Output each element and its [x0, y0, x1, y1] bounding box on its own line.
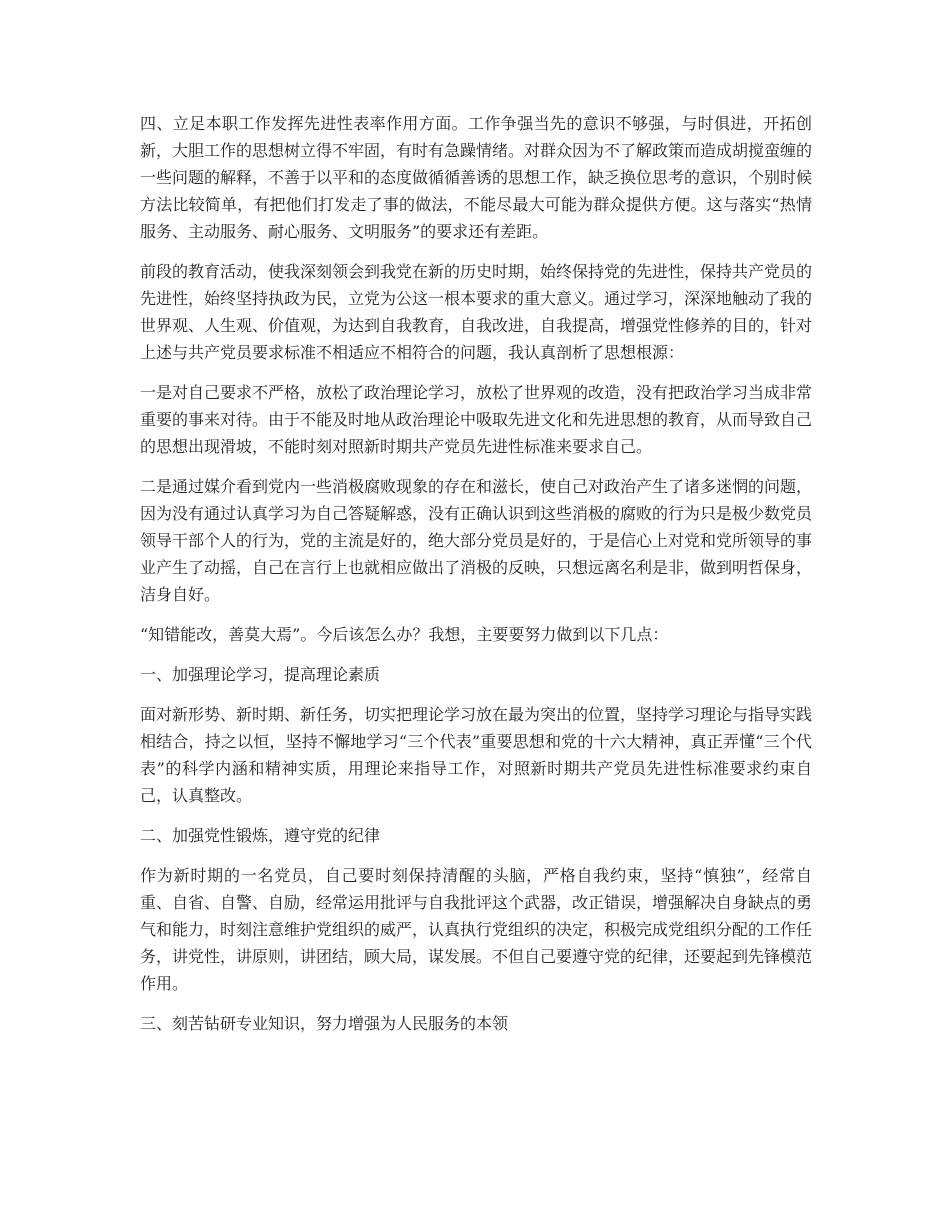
paragraph-section-four-self-assessment: 四、立足本职工作发挥先进性表率作用方面。工作争强当先的意识不够强，与时俱进，开拓创新，大胆工作的思想树立得不牢固，有时有急躁情绪。对群众因为不了解政策而造成胡搅蛮缠的一些问题的解释，不善于以平和的态度做循循善诱的思想工作，缺乏换位思考的意识，个别时候方法比较简单，有把他们打发走了事的做法，不能尽最大可能为群众提供方便。这与落实“热情服务、主动服务、耐心服务、文明服务”的要求还有差距。 [140, 114, 813, 241]
paragraph-theory-study: 面对新形势、新时期、新任务，切实把理论学习放在最为突出的位置，坚持学习理论与指导实践相结合，持之以恒，坚持不懈地学习“三个代表”重要思想和党的十六大精神，真正弄懂“三个代表”的科学内涵和精神实质，用理论来指导工作，对照新时期共产党员先进性标准要求约束自己，认真整改。 [140, 705, 813, 805]
heading-theory-study: 一、加强理论学习，提高理论素质 [140, 665, 381, 684]
paragraph-root-cause-one: 一是对自己要求不严格，放松了政治理论学习，放松了世界观的改造，没有把政治学习当成非常重要的事来对待。由于不能及时地从政治理论中吸取先进文化和先进思想的教育，从而导致自己的思想出现滑坡，不能时刻对照新时期共产党员先进性标准来要求自己。 [140, 383, 813, 456]
paragraph-root-cause-two: 二是通过媒介看到党内一些消极腐败现象的存在和滋长，使自己对政治产生了诸多迷惘的问题，因为没有通过认真学习为自己答疑解惑，没有正确认识到这些消极的腐败的行为只是极少数党员领导干部个人的行为，党的主流是好的，绝大部分党员是好的，于是信心上对党和党所领导的事业产生了动摇，自己在言行上也就相应做出了消极的反映，只想远离名利是非，做到明哲保身，洁身自好。 [140, 477, 813, 604]
paragraph-party-discipline: 作为新时期的一名党员，自己要时刻保持清醒的头脑，严格自我约束，坚持“慎独”，经常自重、自省、自警、自励，经常运用批评与自我批评这个武器，改正错误，增强解决自身缺点的勇气和能力，时刻注意维护党组织的威严，认真执行党组织的决定，积极完成党组织分配的工作任务，讲党性，讲原则，讲团结，顾大局，谋发展。不但自己要遵守党的纪律，还要起到先锋模范作用。 [140, 866, 813, 993]
paragraph-transition: “知错能改，善莫大焉”。今后该怎么办？我想，主要要努力做到以下几点： [140, 625, 669, 644]
heading-professional-knowledge: 三、刻苦钻研专业知识，努力增强为人民服务的本领 [140, 1014, 509, 1033]
document-body [140, 110, 812, 1050]
paragraph-education-activity: 前段的教育活动，使我深刻领会到我党在新的历史时期，始终保持党的先进性，保持共产党员的先进性，始终坚持执政为民，立党为公这一根本要求的重大意义。通过学习，深深地触动了我的世界观、人生观、价值观，为达到自我教育，自我改进，自我提高，增强党性修养的目的，针对上述与共产党员要求标准不相适应不相符合的问题，我认真剖析了思想根源： [140, 262, 813, 362]
heading-party-discipline: 二、加强党性锻炼，遵守党的纪律 [140, 826, 381, 845]
